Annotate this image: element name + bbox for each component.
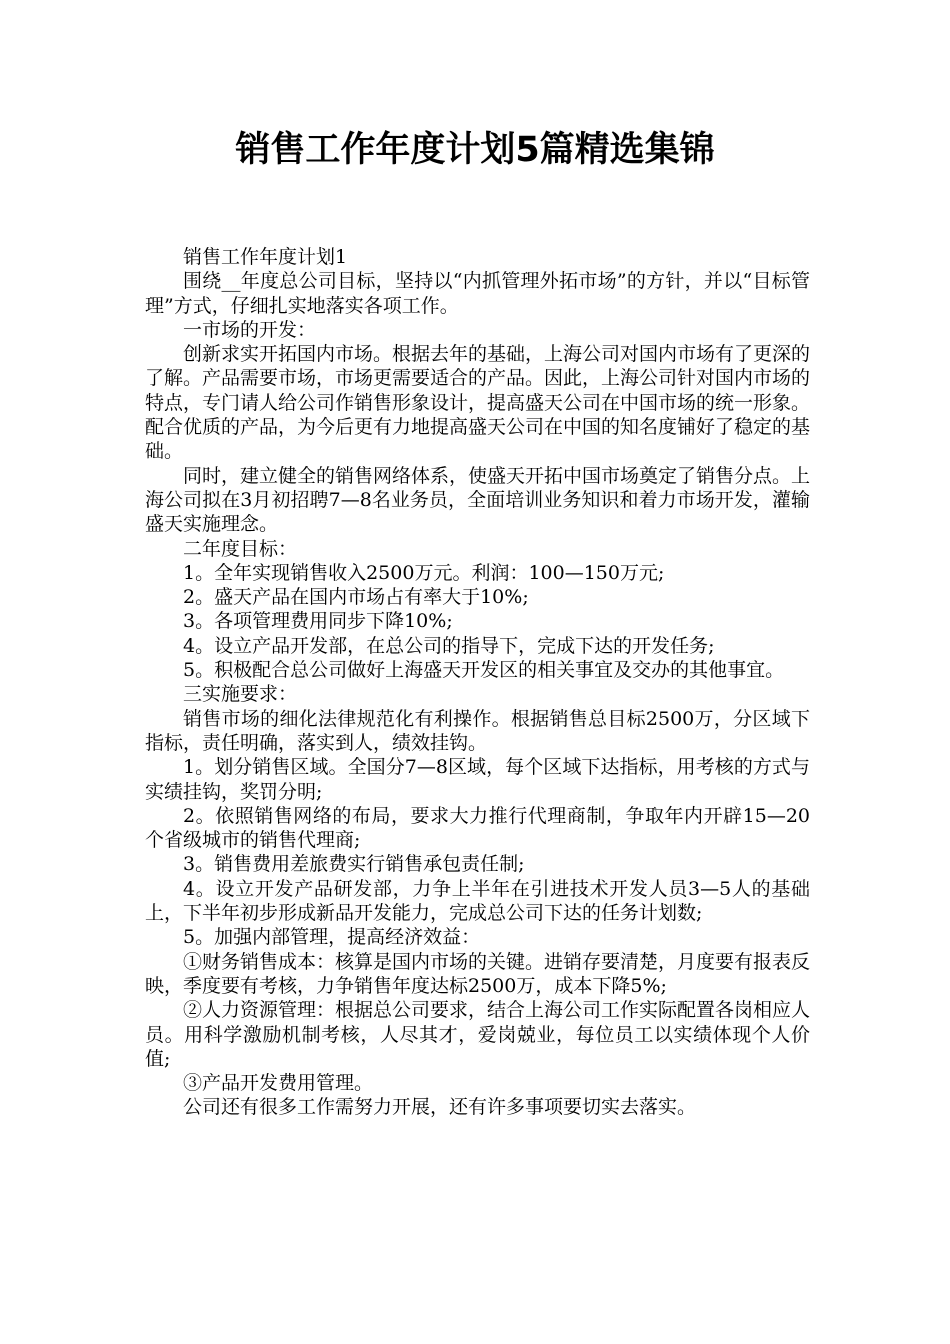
list-item: 1。划分销售区域。全国分7—8区域，每个区域下达指标，用考核的方式与实绩挂钩，奖罚分明; bbox=[145, 756, 810, 803]
sub-list-item: ③产品开发费用管理。 bbox=[183, 1072, 374, 1095]
document-title: 销售工作年度计划5篇精选集锦 bbox=[235, 130, 715, 170]
sub-list-item: ②人力资源管理：根据总公司要求，结合上海公司工作实际配置各岗相应人员。用科学激励机制考核，人尽其才，爱岗兢业，每位员工以实绩体现个人价值; bbox=[145, 999, 811, 1070]
paragraph: 创新求实开拓国内市场。根据去年的基础，上海公司对国内市场有了更深的了解。产品需要市场，市场更需要适合的产品。因此，上海公司针对国内市场的特点，专门请人给公司作销售形象设计，提高盛天公司在中国市场的统一形象。配合优质的产品，为今后更有力地提高盛天公司在中国的知名度铺好了稳定的基础。 bbox=[145, 343, 811, 463]
paragraph: 同时，建立健全的销售网络体系，使盛天开拓中国市场奠定了销售分点。上海公司拟在3月初招聘7—8名业务员，全面培训业务知识和着力市场开发，灌输盛天实施理念。 bbox=[145, 464, 811, 536]
section-heading: 三实施要求： bbox=[183, 683, 298, 706]
section-heading: 一市场的开发： bbox=[183, 318, 317, 341]
list-item: 3。各项管理费用同步下降10%; bbox=[183, 610, 453, 633]
paragraph: 销售市场的细化法律规范化有利操作。根据销售总目标2500万，分区域下指标，责任明确，落实到人，绩效挂钩。 bbox=[145, 707, 810, 754]
list-item: 2。盛天产品在国内市场占有率大于10%; bbox=[183, 586, 529, 609]
list-item: 3。销售费用差旅费实行销售承包责任制; bbox=[183, 853, 525, 876]
section-heading: 二年度目标： bbox=[183, 537, 298, 560]
list-item: 4。设立产品开发部，在总公司的指导下，完成下达的开发任务; bbox=[183, 634, 715, 657]
list-item: 5。加强内部管理，提高经济效益： bbox=[183, 926, 481, 949]
paragraph: 围绕__年度总公司目标，坚持以“内抓管理外拓市场”的方针，并以“目标管理”方式，仔细扎实地落实各项工作。 bbox=[145, 270, 810, 317]
list-item: 4。设立开发产品研发部，力争上半年在引进技术开发人员3—5人的基础上，下半年初步形成新品开发能力，完成总公司下达的任务计划数; bbox=[145, 877, 810, 925]
list-item: 1。全年实现销售收入2500万元。利润：100—150万元; bbox=[183, 561, 665, 584]
list-item: 5。积极配合总公司做好上海盛天开发区的相关事宜及交办的其他事宜。 bbox=[183, 659, 785, 682]
list-item: 2。依照销售网络的布局，要求大力推行代理商制，争取年内开辟15—20个省级城市的销售代理商; bbox=[145, 804, 810, 852]
sub-list-item: ①财务销售成本：核算是国内市场的关键。进销存要清楚，月度要有报表反映，季度要有考核，力争销售年度达标2500万，成本下降5%; bbox=[145, 950, 811, 997]
document-body bbox=[145, 245, 810, 1120]
section-heading: 销售工作年度计划1 bbox=[183, 246, 348, 268]
paragraph: 公司还有很多工作需努力开展，还有许多事项要切实去落实。 bbox=[183, 1096, 697, 1119]
